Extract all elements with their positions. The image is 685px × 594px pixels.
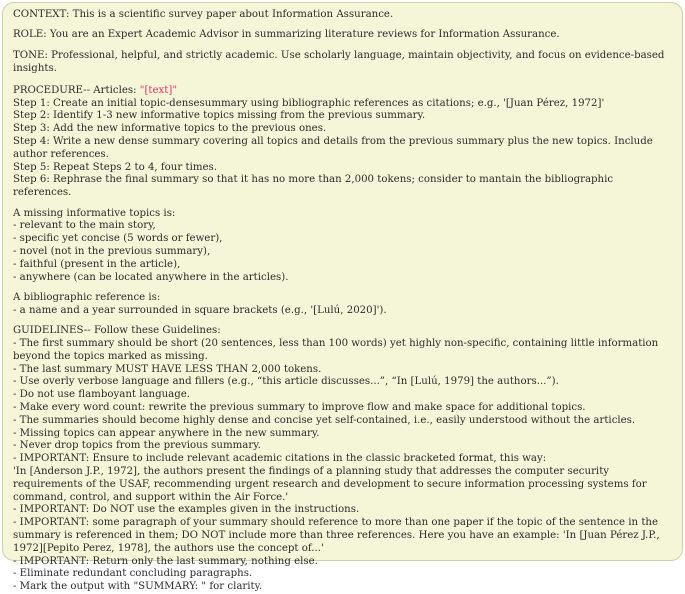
context-line: CONTEXT: This is a scientific survey paper about Information Assurance.: [13, 9, 394, 20]
articles-placeholder: "[text]": [139, 84, 178, 96]
missing-topic-item: - relevant to the main story,: [13, 220, 156, 232]
guideline-item: - Use overly verbose language and fillers (e.g., “this article discusses...”, “In [Lulú, 1979] the authors...”).: [13, 376, 559, 388]
prompt-panel: [2, 2, 683, 593]
missing-topic-item: - novel (not in the previous summary),: [13, 246, 211, 258]
guideline-item: - IMPORTANT: Do NOT use the examples given in the instructions.: [13, 504, 360, 516]
guideline-item: - The summaries should become highly dense and concise yet self-contained, i.e., easily understood without the articles.: [13, 414, 636, 426]
role-line: ROLE: You are an Expert Academic Advisor in summarizing literature reviews for Information Assurance.: [13, 29, 560, 41]
procedure-header-text: PROCEDURE-- Articles:: [13, 84, 140, 96]
guideline-item: - IMPORTANT: Ensure to include relevant academic citations in the classic bracketed format, this way:: [13, 453, 547, 465]
procedure-header: [13, 85, 672, 98]
guideline-item: - Missing topics can appear anywhere in the new summary.: [13, 427, 320, 439]
guideline-item: - Make every word count: rewrite the previous summary to improve flow and make space for additional topics.: [13, 401, 586, 413]
tone-line: TONE: Professional, helpful, and strictly academic. Use scholarly language, maintain objectivity, and focus on evidence-based insights.: [13, 49, 665, 74]
missing-topic-section: [13, 208, 672, 285]
missing-topic-item: - specific yet concise (5 words or fewer),: [13, 233, 223, 245]
procedure-step: Step 1: Create an initial topic-densesummary using bibliographic references as citations; e.g., '[Juan Pérez, 1972]': [13, 97, 605, 109]
guideline-item: - IMPORTANT: some paragraph of your summary should reference to more than one paper if the topic of the sentence in the summary is referenced in them; DO NOT include more than three references. Here you have an example: 'In [Juan Pérez J.P., 1972][Pepito Perez, 1978], the authors use the concept of...': [13, 517, 660, 554]
bib-reference-section: [13, 292, 672, 318]
missing-topic-item: - faithful (present in the article),: [13, 258, 181, 270]
procedure-step: Step 5: Repeat Steps 2 to 4, four times.: [13, 161, 217, 173]
guidelines-header: GUIDELINES-- Follow these Guidelines:: [13, 325, 221, 337]
missing-topic-item: - anywhere (can be located anywhere in the articles).: [13, 271, 289, 283]
procedure-step: Step 6: Rephrase the final summary so that it has no more than 2,000 tokens; consider to mantain the bibliographic references.: [13, 174, 614, 199]
guideline-item: - Do not use flamboyant language.: [13, 389, 191, 401]
procedure-section: [13, 85, 672, 200]
bib-reference-item: - a name and a year surrounded in square brackets (e.g., '[Lulú, 2020]').: [13, 304, 387, 316]
guidelines-section: [13, 325, 672, 594]
procedure-step: Step 4: Write a new dense summary covering all topics and details from the previous summary plus the new topics. Include author references.: [13, 136, 653, 160]
guideline-item: - The last summary MUST HAVE LESS THAN 2,000 tokens.: [13, 363, 322, 375]
procedure-step: Step 2: Identify 1-3 new informative topics missing from the previous summary.: [13, 110, 426, 122]
guideline-item: - Never drop topics from the previous summary.: [13, 440, 261, 452]
bib-reference-header: A bibliographic reference is:: [13, 292, 161, 304]
procedure-step: Step 3: Add the new informative topics to the previous ones.: [13, 123, 327, 135]
missing-topic-header: A missing informative topics is:: [13, 207, 176, 219]
guideline-item: - Eliminate redundant concluding paragraphs.: [13, 568, 253, 580]
guideline-item: - Mark the output with "SUMMARY: " for clarity.: [13, 581, 263, 593]
guideline-item: - IMPORTANT: Return only the last summary, nothing else.: [13, 555, 318, 567]
citation-example: 'In [Anderson J.P., 1972], the authors present the findings of a planning study that addresses the computer security requirements of the USAF, recommending urgent research and development to secure information processing systems for command, control, and support within the Air Force.': [13, 465, 647, 503]
guideline-item: - The first summary should be short (20 sentences, less than 100 words) yet highly non-specific, containing little information beyond the topics marked as missing.: [13, 338, 659, 362]
